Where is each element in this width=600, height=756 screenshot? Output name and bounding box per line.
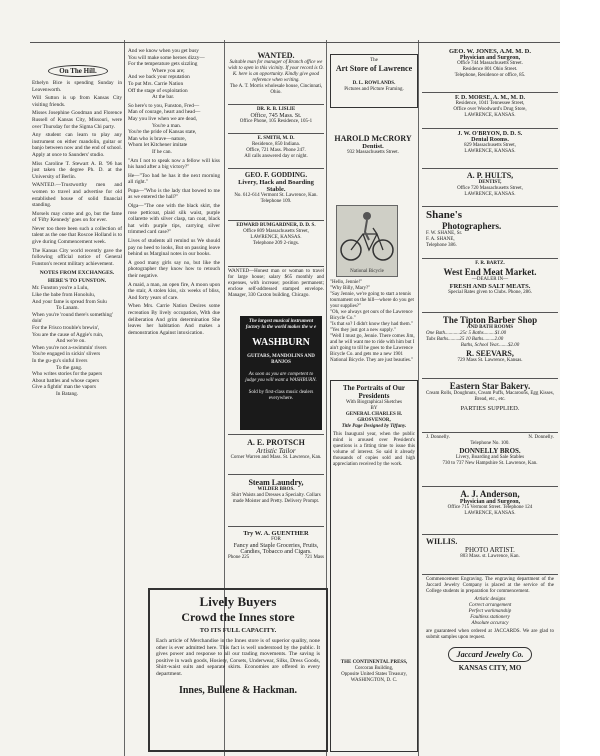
news-paragraph: Miss Caroline T. Stewart A. B. '96 has just taken the degree Ph. D. at the University of Berlin.: [32, 160, 122, 180]
exchanges-subhead: NOTES FROM EXCHANGES.: [39, 270, 115, 277]
wanted-honest-ad: WANTED—Honest man or woman to travel for large house; salary $65 monthly and expenses, with increase; position permanent; enclose self-addressed stamped envelope. Manager, 330 Caxton building, Chicago.: [228, 266, 324, 313]
news-paragraph: "Am I not to speak now a fellow will kiss his hand after a big victory?": [128, 157, 220, 171]
column-1: [32, 80, 122, 750]
obryon-ad: J. W. O'BRYON, D. D. S. Dental Rooms. 829 Massachusetts Street, LAWRENCE, KANSAS.: [422, 128, 558, 167]
news-paragraph: Ethelyn Bice is spending Sunday in Leavenworth.: [32, 80, 122, 93]
column-rule: [124, 40, 125, 756]
smith-ad: E. SMITH, M. D. Residence, 850 Indiana. Office, 721 Mass. Phone 247. All calls answered day or night.: [228, 133, 324, 166]
news-paragraph: Misses Josephine Goodman and Florence Russell of Kansas City, Missouri, were over Thursday for the Sigma Chi party.: [32, 110, 122, 130]
poem-continued: And we know when you get busy You will make some heroes dizzy— For the temperature gets sizzling Where you are; And we back your reputation To put Mrs. Carrie Nation Off the stage of exploitation At the bar. So here's to you, Funston, Fred— Man of courage, heart and head— May you live when we are dead, You're a man. You're the pride of Kansas state, Man who is brave—nature, Whom let Kitchener imitate If he can.: [128, 48, 205, 155]
news-paragraph: WANTED.—Trustworthy men and women to travel and advertise for old established house of solid financial standing.: [32, 182, 122, 209]
news-paragraph: The Kansas City world recently gave the following official notice of General Funston's recent military achievement.: [32, 247, 122, 267]
lislie-ad: DR. R. B. LISLIE Office, 745 Mass. St. Office Phone, 105 Residence, 105-1: [228, 104, 324, 133]
art-store-ad: The Art Store of Lawrence D. L. ROWLANDS. Pictures and Picture Framing.: [330, 54, 418, 108]
page-gutter: [560, 0, 600, 756]
news-paragraph: Lives of students all remind us We should pay no heed to looks, But on passing leave behind us Marginal notes in our books.: [128, 238, 220, 258]
news-paragraph: Never too there been such a collection of talent as the one that Roscoe Holland is to give during Commencement week.: [32, 225, 122, 246]
presidents-book-ad: The Portraits of Our Presidents With Biographical Sketches BY GENERAL CHARLES H. GROSVENOR, Title Page Designed by Tiffany. This Inaugural year, when the public mind is aroused over President's questions is a fitting time to issue this volume of interest. So said it already thousands of copies sold and high appreciation received by the work. THE CONTINENTAL PRESS, Corcoran Building, Opposite United States Treasury, WASHINGTON, D. C.: [330, 380, 418, 752]
bartz-market-ad: F. R. BARTZ. West End Meat Market. —DEALER IN— FRESH AND SALT MEATS. Special Rates given to Clubs. Phone, 286.: [422, 258, 558, 311]
news-paragraph: Will Sutton is up from Kansas City visiting friends.: [32, 95, 122, 108]
column-2: [128, 48, 220, 608]
guenther-ad: Try W. A. GUENTHER FOR Fancy and Staple Groceries, Fruits, Candies, Tobacco and Cigars. Phone 225 721 Mass: [228, 526, 324, 585]
hults-ad: A. P. HULTS, DENTIST, Office 720 Massachusetts Street, LAWRENCE, KANSAS.: [422, 168, 558, 205]
bicycle-icon: [337, 206, 397, 264]
news-paragraph: Olga—"The one with the black skirt, the rose petticoat, plaid silk waist, purple collarette with silver clasp, tan coat, black hat with purple tips, carrying silver trimmed card case?": [128, 203, 220, 236]
jones-ad: GEO. W. JONES, A.M. M. D. Physician and Surgeon, Office 744 Massachusetts Street. Residence 801 Ohio Street. Telephone, Residence or office, 85.: [449, 48, 531, 78]
jaccard-ad: Commencement Engraving. The engraving department of the Jaccard Jewelry Company is placed at the service of the College students in preparation for commencement. Artistic designs Correct arrangement Perfect workmanship Faultless stationery Absolute accuracy are guaranteed when ordered at JACCARDS. We are glad to submit samples upon request. Jaccard Jewelry Co. KANSAS CITY, MO: [422, 574, 558, 753]
bicycle-illustration: National Bicycle: [336, 205, 398, 277]
shane-ad: Shane's Photographers. F. W. SHANE, Sr. F. A. SHANE, Telephone 386.: [422, 206, 558, 257]
news-paragraph: Any student can learn to play any instrument on either mandolin, guitar or banjo between now and the end of school. Apply at once to Saunders' studio.: [32, 132, 122, 158]
tipton-barber-ad: The Tipton Barber Shop AND BATH ROOMS One Bath............25c 5 Baths.........$1.00 Tubs Baths.........25 10 Baths.........2.00 Baths, School Year........$2.00 R. SEEVARS, 729 Mass St. Lawrence, Kansas.: [422, 312, 558, 375]
washburn-ad: The largest musical instrument factory in the world makes the w e WASHBURN GUITARS, MANDOLINS AND BANJOS As soon as you are competent to judge you will want a WASHBURN. Sold by first-class music dealers everywhere.: [240, 316, 322, 430]
on-the-hill-heading: On The Hill.: [34, 60, 122, 78]
innes-store-ad: Lively Buyers Crowd the Innes store TO ITS FULL CAPACITY. Each article of Merchandise in the Innes store is of superior quality, none other is ever admitted here. This fact is well understood by the public. It gives power and response to all our trading movements. The saving is positive in wash goods, Hosiery, Corsets, Underwear, Silks, Dress Goods, Shirt-waist suits and separate skirts. Economies are offered in every department. Innes, Bullene & Hackman.: [148, 588, 328, 752]
bumgardner-ad: EDWARD BUMGARDNER, D. D. S. Office 809 Massachusetts Street, LAWRENCE, KANSAS. Telephone 209 2-rings.: [228, 220, 324, 265]
protsch-ad: A. E. PROTSCH Artistic Tailor Corner Warren and Mass. St. Lawrence, Kan.: [228, 434, 324, 471]
poem-title: HERE'S TO FUNSTON.: [47, 278, 107, 285]
poem: Mr. Funston you're a Lulu, Like the babe from Honolulu, And your fame is spread from Sulu To Lanam. When you're 'round there's something' doin' For the Frisco trouble's brewin', You are the cause of Aggie's ruin, And we're on. When you're not a-swimmin' rivers You're engaged in sickin' slivers In the gu-gu's sinful livers To the gang. Who writes stories for the papers About battles and whose capers Give a fightin' man the vapors In Batang.: [32, 285, 113, 397]
willis-ad: WILLIS. PHOTO ARTIST. 803 Mass. st. Lawrence, Kan.: [422, 534, 558, 571]
bakery-ad: Eastern Star Bakery. Cream Rolls, Doughnuts, Cream Puffs, Macaroons, Egg Kisses, Bread, etc., etc. PARTIES SUPPLIED.: [422, 378, 558, 431]
wanted-ad: WANTED. Suitable man for manager of Branch office we wish to open in this vicinity. If your record is O. K. here is an opportunity. Kindly give good reference when writing. The A. T. Morris wholesale house, Cincinnati, Ohio.: [228, 51, 324, 95]
news-paragraph: A maid, a man, an open fire, A moon upon the stair, A stolen kiss, six weeks of bliss, And forty years of care.: [128, 281, 220, 301]
mccrory-ad: HAROLD McCRORY Dentist. 932 Massachusetts Street.: [334, 134, 412, 155]
top-rule: [30, 42, 560, 43]
anderson-ad: A. J. Anderson, Physician and Surgeon, Office 715 Vermont Street. Telephone 124 LAWRENCE, KANSAS.: [422, 486, 558, 531]
news-paragraph: When Mrs. Carrie Nation Desires some recreation By lively occupation, With due deliberation And grim determination She leaves her habitation And makes a demonstration Against intoxication.: [128, 303, 220, 336]
donnelly-ad: J. Donnelly. N. Donnelly. Telephone No. 100. DONNELLY BROS. Livery, Boarding and Sale Stables 730 to 737 New Hampshire St. Lawrence, Kan.: [422, 432, 558, 483]
column-rule: [418, 40, 419, 756]
news-paragraph: Morsels may come and go, but the fame of 'Fifty Kennedy' goes on for ever.: [32, 210, 122, 224]
morse-ad: F. D. MORSE, A. M., M. D. Residence, 1041 Tennessee Street, Office over Woodward's Drug Store, LAWRENCE, KANSAS.: [422, 92, 558, 127]
livery-ad: GEO. F. GODDING. Livery, Hack and Boarding Stable. No. 612-614 Vermont St. Lawrence, Kan. Telephone 109.: [228, 168, 324, 219]
news-paragraph: Pupa—"Who is the lady that bowed to me as we entered the hall?": [128, 187, 220, 201]
news-paragraph: He—"Too bad he has it the next morning all right.": [128, 172, 220, 186]
bicycle-dialog: "Hello, Jennie!" "Why Billy, Mary?" "Say Jennie, we're going to start a tennis tournament on the hill—where do you get your supplies?" "Oh, we always get ours of the Lawrence Bicycle Co." "Is that so? I didn't know they had them." "Yes they just got a new supply." "Well I must go, Jennie. There comes Jim, and he will want me to ride with him but I ain't going to till he goes to the Lawrence Bicycle Co. and gets me a new 1901 National Bicycle. They are just beauties.": [330, 280, 415, 363]
news-paragraph: A good many girls say no, but like the photographer they know how to retouch their negative.: [128, 259, 220, 279]
jaccard-logo: Jaccard Jewelry Co.: [448, 647, 533, 662]
laundry-ad: Steam Laundry, WILDER BROS. Shirt Waists and Dresses a Specialty. Collars made Moister and Pretty. Delivery Prompt.: [228, 474, 324, 523]
